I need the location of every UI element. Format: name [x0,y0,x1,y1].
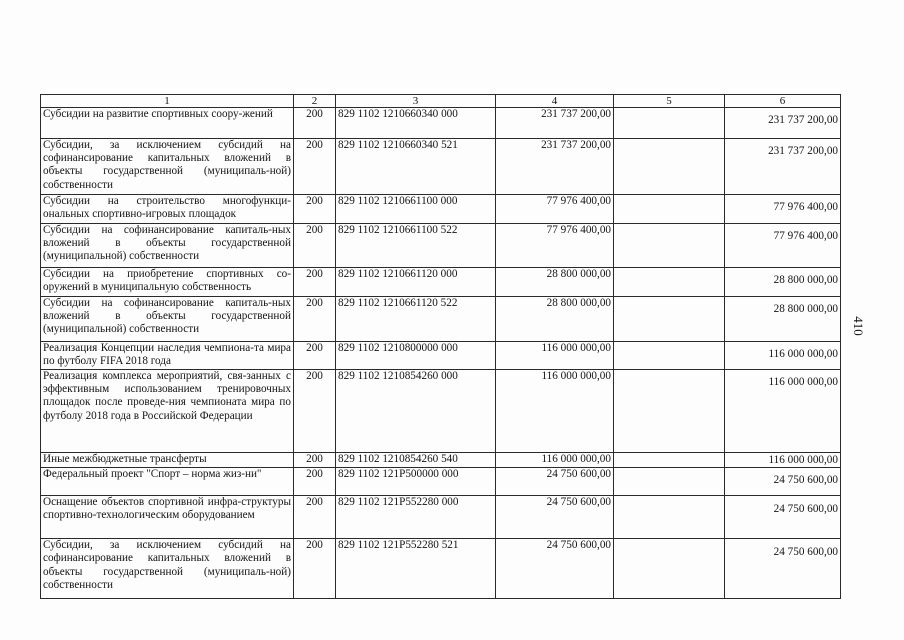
row-name: Иные межбюджетные трансферты [41,453,294,468]
table-row [41,539,841,599]
row-amount-col5 [614,468,725,496]
row-ver-code: 200 [294,370,336,453]
row-amount-col6: 116 000 000,00 [768,454,838,466]
row-amount-col5 [614,496,725,539]
table-row [41,496,841,539]
row-classification-code: 829 1102 121P552280 521 [336,539,496,599]
row-amount-col4: 24 750 600,00 [496,496,614,539]
row-classification-code: 829 1102 1210854260 540 [336,453,496,468]
row-amount-col5 [614,268,725,297]
row-amount-col5 [614,139,725,195]
row-amount-col6: 24 750 600,00 [773,474,838,487]
row-name: Федеральный проект "Спорт – норма жиз-ни" [41,468,294,496]
column-header-4: 4 [496,95,614,108]
row-amount-col5 [614,342,725,370]
row-amount-col6: 24 750 600,00 [773,503,838,516]
row-ver-code: 200 [294,496,336,539]
row-amount-col6-cell [725,195,841,224]
column-header-5: 5 [614,95,725,108]
row-amount-col6-cell [725,370,841,453]
row-amount-col6: 116 000 000,00 [768,376,838,388]
row-amount-col5 [614,539,725,599]
row-ver-code: 200 [294,108,336,139]
row-ver-code: 200 [294,453,336,468]
row-ver-code: 200 [294,268,336,297]
row-name: Субсидии на приобретение спортивных со-оружений в муниципальную собственность [41,268,294,297]
budget-table [40,94,841,599]
row-ver-code: 200 [294,297,336,342]
row-classification-code: 829 1102 121P500000 000 [336,468,496,496]
row-amount-col5 [614,108,725,139]
table-row [41,453,841,468]
row-classification-code: 829 1102 1210660340 000 [336,108,496,139]
row-amount-col6-cell [725,342,841,370]
row-name: Субсидии, за исключением субсидий на софинансирование капитальных вложений в объекты государственной (муниципаль-ной) собственности [41,139,294,195]
row-ver-code: 200 [294,539,336,599]
row-amount-col5 [614,370,725,453]
row-name: Реализация комплекса мероприятий, свя-занных с эффективным использованием тренировочных площадок после проведе-ния чемпионата мира по футболу 2018 года в Российской Федерации [41,370,294,453]
row-classification-code: 829 1102 1210800000 000 [336,342,496,370]
table-row [41,195,841,224]
row-classification-code: 829 1102 121P552280 000 [336,496,496,539]
row-amount-col4: 77 976 400,00 [496,224,614,268]
row-amount-col5 [614,297,725,342]
row-amount-col4: 28 800 000,00 [496,297,614,342]
table-header-row [41,95,841,108]
row-ver-code: 200 [294,195,336,224]
row-amount-col6-cell [725,539,841,599]
row-amount-col6-cell [725,139,841,195]
column-header-2: 2 [294,95,336,108]
row-name: Субсидии на строительство многофункци-ональных спортивно-игровых площадок [41,195,294,224]
table-row [41,108,841,139]
row-classification-code: 829 1102 1210661100 522 [336,224,496,268]
row-amount-col4: 116 000 000,00 [496,453,614,468]
row-classification-code: 829 1102 1210660340 521 [336,139,496,195]
row-amount-col6-cell [725,108,841,139]
row-amount-col4: 116 000 000,00 [496,342,614,370]
table-row [41,224,841,268]
row-ver-code: 200 [294,224,336,268]
row-ver-code: 200 [294,468,336,496]
row-amount-col6: 231 737 200,00 [768,145,838,157]
row-amount-col5 [614,224,725,268]
row-classification-code: 829 1102 1210661120 000 [336,268,496,297]
row-amount-col6-cell [725,224,841,268]
row-classification-code: 829 1102 1210854260 000 [336,370,496,453]
row-amount-col4: 24 750 600,00 [496,468,614,496]
table-row [41,268,841,297]
row-amount-col4: 28 800 000,00 [496,268,614,297]
row-amount-col4: 24 750 600,00 [496,539,614,599]
row-amount-col4: 116 000 000,00 [496,370,614,453]
row-classification-code: 829 1102 1210661120 522 [336,297,496,342]
table-row [41,342,841,370]
row-amount-col6-cell [725,453,841,468]
row-amount-col6-cell [725,297,841,342]
row-amount-col5 [614,453,725,468]
row-name: Субсидии на софинансирование капиталь-ных вложений в объекты государственной (муниципальной) собственности [41,297,294,342]
row-amount-col6: 231 737 200,00 [768,114,838,126]
row-name: Субсидии на софинансирование капиталь-ных вложений в объекты государственной (муниципальной) собственности [41,224,294,268]
row-amount-col4: 77 976 400,00 [496,195,614,224]
row-ver-code: 200 [294,342,336,370]
row-name: Реализация Концепции наследия чемпиона-та мира по футболу FIFA 2018 года [41,342,294,370]
column-header-6: 6 [725,95,841,108]
column-header-3: 3 [336,95,496,108]
row-amount-col6: 24 750 600,00 [773,546,838,559]
row-amount-col6: 28 800 000,00 [773,303,838,315]
column-header-1: 1 [41,95,294,108]
table-row [41,370,841,453]
row-amount-col6-cell [725,496,841,539]
row-amount-col6: 116 000 000,00 [768,348,838,360]
row-classification-code: 829 1102 1210661100 000 [336,195,496,224]
row-amount-col6-cell [725,468,841,496]
table-row [41,468,841,496]
row-amount-col6: 28 800 000,00 [773,274,838,286]
table-row [41,297,841,342]
table-row [41,139,841,195]
row-ver-code: 200 [294,139,336,195]
row-name: Субсидии на развитие спортивных соору-жений [41,108,294,139]
row-amount-col6: 77 976 400,00 [773,201,838,213]
page-number: 410 [851,316,866,336]
row-name: Субсидии, за исключением субсидий на софинансирование капитальных вложений в объекты государственной (муниципаль-ной) собственности [41,539,294,599]
row-amount-col6-cell [725,268,841,297]
row-amount-col5 [614,195,725,224]
row-amount-col6: 77 976 400,00 [773,230,838,242]
row-amount-col4: 231 737 200,00 [496,139,614,195]
row-name: Оснащение объектов спортивной инфра-структуры спортивно-технологическим оборудованием [41,496,294,539]
row-amount-col4: 231 737 200,00 [496,108,614,139]
